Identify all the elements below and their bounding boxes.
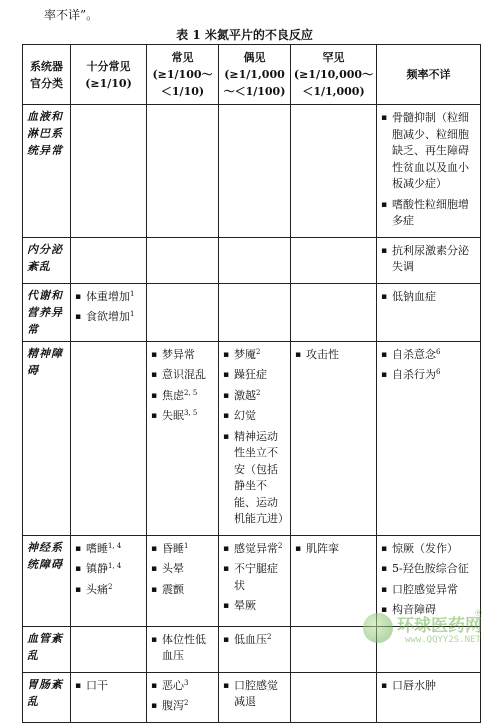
reaction-list bbox=[295, 347, 372, 364]
table-row bbox=[23, 672, 481, 722]
uncommon-cell bbox=[219, 237, 291, 283]
uncommon-cell bbox=[219, 672, 291, 722]
reaction-text: 失眠 bbox=[162, 409, 184, 422]
reaction-list bbox=[381, 110, 476, 230]
column-header-label: 罕见 bbox=[322, 51, 345, 64]
reaction-item bbox=[223, 388, 286, 405]
reaction-item bbox=[381, 678, 476, 695]
unknown-cell bbox=[377, 341, 481, 535]
reaction-list bbox=[381, 289, 476, 306]
column-header bbox=[147, 45, 219, 105]
reaction-text: 低血压 bbox=[234, 632, 267, 646]
column-header bbox=[377, 45, 481, 105]
reaction-text: 构音障碍 bbox=[392, 603, 436, 616]
intro-text: 率不详”。 bbox=[44, 8, 99, 22]
reaction-item bbox=[381, 197, 476, 230]
reaction-item bbox=[381, 347, 476, 364]
very-common-cell bbox=[71, 626, 147, 672]
reaction-item bbox=[381, 243, 476, 276]
reaction-text: 震颤 bbox=[162, 582, 184, 596]
column-header bbox=[219, 45, 291, 105]
table-row bbox=[23, 105, 481, 238]
footnote-ref: 2 bbox=[256, 347, 261, 356]
column-header bbox=[23, 45, 71, 105]
common-cell bbox=[147, 237, 219, 283]
reaction-text: 躁狂症 bbox=[234, 368, 267, 381]
column-header bbox=[71, 45, 147, 105]
header-row bbox=[23, 45, 481, 105]
very-common-cell bbox=[71, 535, 147, 626]
watermark bbox=[363, 609, 483, 655]
reaction-list bbox=[295, 541, 372, 558]
reaction-item bbox=[381, 367, 476, 384]
reaction-item bbox=[223, 678, 286, 711]
rare-cell bbox=[291, 283, 377, 341]
reaction-item bbox=[151, 561, 214, 578]
reaction-text: 口腔感觉减退 bbox=[234, 678, 278, 708]
reaction-text: 晕厥 bbox=[234, 599, 256, 612]
reaction-item bbox=[151, 347, 214, 364]
very-common-cell bbox=[71, 283, 147, 341]
reaction-text: 口干 bbox=[86, 678, 108, 692]
reaction-text: 骨髓抑制（粒细胞减少、粒细胞缺乏、再生障碍性贫血以及血小板减少症） bbox=[392, 111, 469, 190]
reaction-item bbox=[151, 541, 214, 558]
globe-logo-icon bbox=[363, 613, 393, 643]
column-header-range: (≥1/10) bbox=[85, 76, 132, 90]
reaction-text: 头晕 bbox=[162, 562, 184, 575]
reaction-list bbox=[223, 347, 289, 528]
reaction-list bbox=[151, 541, 214, 599]
column-header bbox=[291, 45, 377, 105]
reaction-item bbox=[223, 541, 286, 558]
registered-mark: ® bbox=[474, 609, 483, 619]
system-organ-class-cell: 血液和淋巴系统异常 bbox=[23, 105, 71, 238]
reaction-text: 体重增加 bbox=[86, 289, 130, 303]
footnote-ref: 1, 4 bbox=[108, 541, 122, 550]
reaction-item bbox=[75, 678, 142, 695]
footnote-ref: 2 bbox=[184, 699, 189, 707]
reaction-item bbox=[75, 561, 142, 578]
uncommon-cell bbox=[219, 341, 291, 535]
reaction-item bbox=[151, 698, 214, 715]
reaction-text: 恶心 bbox=[162, 678, 184, 692]
reaction-item bbox=[381, 289, 476, 306]
reaction-item bbox=[381, 582, 476, 599]
reaction-text: 精神运动性坐立不安（包括静坐不能、运动机能亢进） bbox=[234, 429, 289, 525]
reaction-text: 昏睡 bbox=[162, 541, 184, 555]
footnote-ref: 1 bbox=[184, 541, 189, 550]
reaction-list bbox=[223, 678, 286, 711]
rare-cell bbox=[291, 672, 377, 722]
reaction-text: 口腔感觉异常 bbox=[392, 582, 458, 596]
column-header-range: (≥1/1,000～＜1/100) bbox=[223, 68, 286, 98]
footnote-ref: 1 bbox=[130, 310, 135, 318]
reaction-text: 食欲增加 bbox=[86, 310, 130, 323]
reaction-item bbox=[223, 598, 286, 615]
reaction-list bbox=[381, 347, 476, 384]
reaction-list bbox=[151, 347, 214, 425]
rare-cell bbox=[291, 237, 377, 283]
system-organ-class-cell: 胃肠紊乱 bbox=[23, 672, 71, 722]
system-organ-class-cell: 代谢和营养异常 bbox=[23, 283, 71, 341]
column-header-label: 偶见 bbox=[243, 51, 266, 64]
reaction-list bbox=[75, 289, 142, 326]
common-cell bbox=[147, 626, 219, 672]
uncommon-cell bbox=[219, 535, 291, 626]
reaction-list bbox=[151, 632, 214, 665]
reaction-item bbox=[75, 309, 142, 326]
reaction-text: 体位性低血压 bbox=[162, 632, 206, 662]
reaction-item bbox=[151, 388, 214, 405]
reaction-text: 攻击性 bbox=[306, 347, 339, 361]
footnote-ref: 2 bbox=[256, 388, 261, 397]
table-caption: 表 1 米氮平片的不良反应 bbox=[176, 28, 313, 42]
column-header-label: 常见 bbox=[171, 51, 194, 64]
reaction-text: 5-羟色胺综合征 bbox=[392, 562, 469, 575]
unknown-cell bbox=[377, 237, 481, 283]
reaction-text: 感觉异常 bbox=[234, 541, 278, 555]
reaction-item bbox=[151, 678, 214, 695]
reaction-item bbox=[295, 541, 372, 558]
very-common-cell bbox=[71, 341, 147, 535]
reaction-text: 不宁腿症状 bbox=[234, 562, 278, 592]
reaction-item bbox=[381, 541, 476, 558]
reaction-list bbox=[75, 678, 142, 695]
reaction-text: 嗜酸性粒细胞增多症 bbox=[392, 197, 469, 227]
reaction-item bbox=[151, 582, 214, 599]
footnote-ref: 2 bbox=[278, 541, 283, 550]
reaction-item bbox=[381, 561, 476, 578]
footnote-ref: 6 bbox=[436, 368, 441, 376]
uncommon-cell bbox=[219, 626, 291, 672]
reaction-text: 镇静 bbox=[86, 562, 108, 575]
reaction-item bbox=[223, 561, 286, 594]
reaction-item bbox=[223, 367, 286, 384]
reaction-text: 幻觉 bbox=[234, 409, 256, 422]
very-common-cell bbox=[71, 105, 147, 238]
system-organ-class-cell: 内分泌紊乱 bbox=[23, 237, 71, 283]
reaction-text: 梦魇 bbox=[234, 347, 256, 361]
system-organ-class-cell: 神经系统障碍 bbox=[23, 535, 71, 626]
reaction-item bbox=[151, 367, 214, 384]
reaction-text: 口唇水肿 bbox=[392, 678, 436, 692]
table-row bbox=[23, 341, 481, 535]
column-header-range: (≥1/100～＜1/10) bbox=[152, 68, 213, 98]
reaction-text: 肌阵挛 bbox=[306, 541, 339, 555]
reaction-list bbox=[381, 678, 476, 695]
reaction-item bbox=[75, 582, 142, 599]
unknown-cell bbox=[377, 105, 481, 238]
column-header-label: 频率不详 bbox=[406, 68, 451, 81]
reaction-list bbox=[151, 678, 214, 715]
footnote-ref: 1 bbox=[130, 289, 135, 298]
rare-cell bbox=[291, 341, 377, 535]
reaction-text: 头痛 bbox=[86, 582, 108, 596]
common-cell bbox=[147, 105, 219, 238]
reaction-item bbox=[223, 632, 286, 649]
common-cell bbox=[147, 341, 219, 535]
footnote-ref: 3, 5 bbox=[184, 409, 198, 417]
rare-cell bbox=[291, 105, 377, 238]
reaction-item bbox=[151, 632, 214, 665]
common-cell bbox=[147, 535, 219, 626]
footnote-ref: 2, 5 bbox=[184, 388, 198, 397]
reaction-text: 自杀行为 bbox=[392, 368, 436, 381]
reaction-text: 梦异常 bbox=[162, 347, 195, 361]
system-organ-class-cell: 精神障碍 bbox=[23, 341, 71, 535]
reaction-item bbox=[381, 110, 476, 193]
table-row bbox=[23, 283, 481, 341]
very-common-cell bbox=[71, 237, 147, 283]
reaction-item bbox=[223, 347, 286, 364]
reaction-list bbox=[223, 541, 286, 615]
watermark-name: 环球医药网 bbox=[397, 616, 482, 636]
reaction-text: 激越 bbox=[234, 388, 256, 402]
very-common-cell bbox=[71, 672, 147, 722]
reaction-text: 抗利尿激素分泌失调 bbox=[392, 243, 469, 273]
unknown-cell bbox=[377, 672, 481, 722]
reaction-item bbox=[151, 408, 214, 425]
reaction-text: 惊厥（发作） bbox=[392, 541, 458, 555]
reaction-list bbox=[381, 541, 476, 619]
footnote-ref: 2 bbox=[267, 632, 272, 641]
footnote-ref: 1, 4 bbox=[108, 562, 122, 570]
watermark-url: www.QQYY2S.NET bbox=[405, 635, 481, 645]
reaction-item bbox=[223, 429, 289, 528]
reaction-list bbox=[75, 541, 142, 599]
column-header-range: (≥1/10,000～＜1/1,000) bbox=[293, 68, 374, 98]
footnote-ref: 6 bbox=[436, 347, 441, 356]
reaction-list bbox=[381, 243, 476, 276]
reaction-text: 意识混乱 bbox=[162, 368, 206, 381]
reaction-item bbox=[75, 541, 142, 558]
reaction-item bbox=[223, 408, 286, 425]
column-header-label: 十分常见 bbox=[86, 59, 131, 73]
reaction-text: 嗜睡 bbox=[86, 541, 108, 555]
system-organ-class-cell: 血管紊乱 bbox=[23, 626, 71, 672]
reaction-text: 腹泻 bbox=[162, 699, 184, 712]
reaction-list bbox=[223, 632, 286, 649]
unknown-cell bbox=[377, 283, 481, 341]
column-header-label: 系统器官分类 bbox=[30, 59, 63, 90]
uncommon-cell bbox=[219, 283, 291, 341]
reaction-text: 自杀意念 bbox=[392, 347, 436, 361]
uncommon-cell bbox=[219, 105, 291, 238]
reaction-item bbox=[75, 289, 142, 306]
table-row bbox=[23, 237, 481, 283]
common-cell bbox=[147, 283, 219, 341]
reaction-item bbox=[295, 347, 372, 364]
reaction-text: 焦虑 bbox=[162, 388, 184, 402]
reaction-text: 低钠血症 bbox=[392, 289, 436, 303]
footnote-ref: 2 bbox=[108, 582, 113, 591]
footnote-ref: 3 bbox=[184, 678, 189, 687]
common-cell bbox=[147, 672, 219, 722]
